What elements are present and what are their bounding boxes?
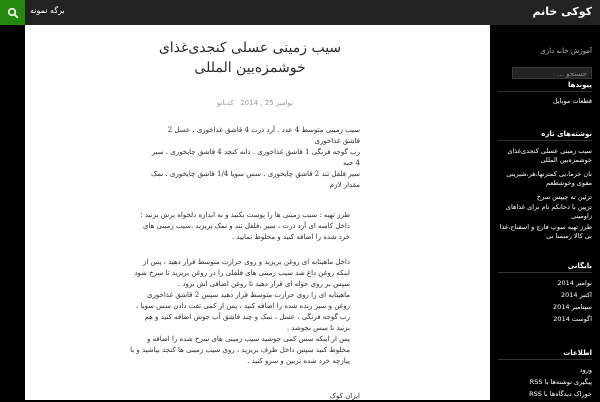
- archive-link[interactable]: نوامبر 2014: [557, 279, 592, 287]
- ingredient-line: سیب زمینی متوسط 4 عدد . آرد ذرت 4 قاشق غذاخوری . عسل 2 قاشق غذاخوری: [167, 126, 360, 145]
- ingredient-line: سیر فلفل تند 2 قاشق چایخوری . سس سویا 1/4 قاشق چایخوری . نمک مقدار لازم: [151, 170, 360, 189]
- sidebar-link[interactable]: قطعات موبایل: [552, 97, 592, 105]
- search-icon: [7, 7, 19, 19]
- post-author[interactable]: کدبانو: [216, 99, 234, 107]
- widget-title-archive: بایگانی: [567, 262, 592, 270]
- widget-title-links: پیوندها: [567, 81, 592, 89]
- post-date[interactable]: نوامبر 25 , 2014: [240, 99, 294, 107]
- nav-item-sample-page[interactable]: برگه نمونه: [30, 6, 65, 15]
- post-signoff: ایران کوک: [329, 392, 360, 400]
- method-intro: طرز تهیه : سیب زمینی ها را پوست بکنید و به اندازه دلخواه برش بزنید ؛ داخل کاسه ای آرد ذرت ، سیر ،فلفل تند و نمک بریزید ،سیب زمینی های خرد شده را اضافه کنید و مخلوط نمایید .: [140, 211, 350, 241]
- top-navigation-bar: [0, 0, 600, 25]
- method-step: پس از اینکه سس کمی جوشید سیب زمینی های سرخ شده را اضافه و مخلوط کنید سپس داخل ظرف بریزید ، روی سیب زمینی ها کنجد بپاشید و با پیازچه خرد شده تزیین و سرو کنید .: [130, 335, 350, 365]
- post-meta: [180, 99, 330, 107]
- widget-title-meta: اطلاعات: [563, 349, 592, 357]
- search-input[interactable]: جستجو …: [512, 67, 592, 79]
- recent-post-link[interactable]: نان خرما،یی کمترنها،هر،شیرینی مقوی وخوشطعم: [506, 170, 592, 187]
- archive-link[interactable]: اگوست 2014: [553, 315, 592, 323]
- recent-post-link[interactable]: سیب زمینی عسلی کنجدی‌غذای خوشمزه‌بین المللی: [507, 147, 592, 164]
- archive-link[interactable]: سپتامبر 2014: [553, 303, 592, 311]
- archive-link[interactable]: اکتبر 2014: [560, 291, 592, 299]
- search-toggle-button[interactable]: [0, 0, 25, 25]
- site-tagline: آموزش خانه داری: [540, 47, 592, 55]
- meta-link[interactable]: ورود: [579, 366, 592, 374]
- site-title[interactable]: کوکی خانم: [532, 5, 592, 18]
- widget-divider: [498, 359, 592, 360]
- recent-post-link[interactable]: تزیین با دحانکم تام برای غذاهای زاومینی: [505, 203, 592, 220]
- recent-post-link[interactable]: تزئین نه چیپس سرخ: [536, 193, 592, 201]
- widget-title-recent: نوشته‌های تازه: [541, 130, 592, 138]
- meta-link[interactable]: پیگیری نوشته‌ها با RSS: [529, 378, 592, 386]
- widget-divider: [498, 91, 592, 92]
- meta-link[interactable]: خوراک دیدگاه‌ها با RSS: [529, 390, 592, 398]
- post-title[interactable]: سیب زمینی عسلی کنجدی‌غذای خوشمزه‌بین المللی: [158, 40, 342, 76]
- method: [130, 257, 350, 367]
- widget-divider: [498, 140, 592, 141]
- method-step: داخل ماهیتابه ای روغن بریزید و روی حرارت متوسط قرار دهید ، پس از اینکه روغن داغ شد سیب زمینی های فلفلی را در روغن بریزید تا سرخ شود سپس بر روی حوله ای قرار دهید تا روغن اضافی اش برود .: [134, 258, 350, 288]
- ingredient-line: رب گوجه فرنگی 1 قاشق غذاخوری . دانه کنجد 4 قاشق چایخوری . سیر 4 حبه: [151, 148, 360, 167]
- sidebar: [490, 25, 600, 400]
- method-step: ماهیتابه ای را روی حرارت متوسط قرار دهید سپس 2 قاشق غذاخوری روغن و سیر رنده شده را اضافه کنید ، پس از کمی تفت دادن سس سویا ، رب گوجه فرنگی ، عسل ، نمک و چند قاشق آب جوش اضافه کنید و هم بزنید تا سس بجوشد .: [135, 291, 350, 332]
- ingredients: [150, 125, 360, 191]
- widget-divider: [498, 272, 592, 273]
- recent-post-link[interactable]: طرز تهیه سوپ فارچ و اسفناج،غذا بی کالا رسمنا بی: [499, 223, 592, 240]
